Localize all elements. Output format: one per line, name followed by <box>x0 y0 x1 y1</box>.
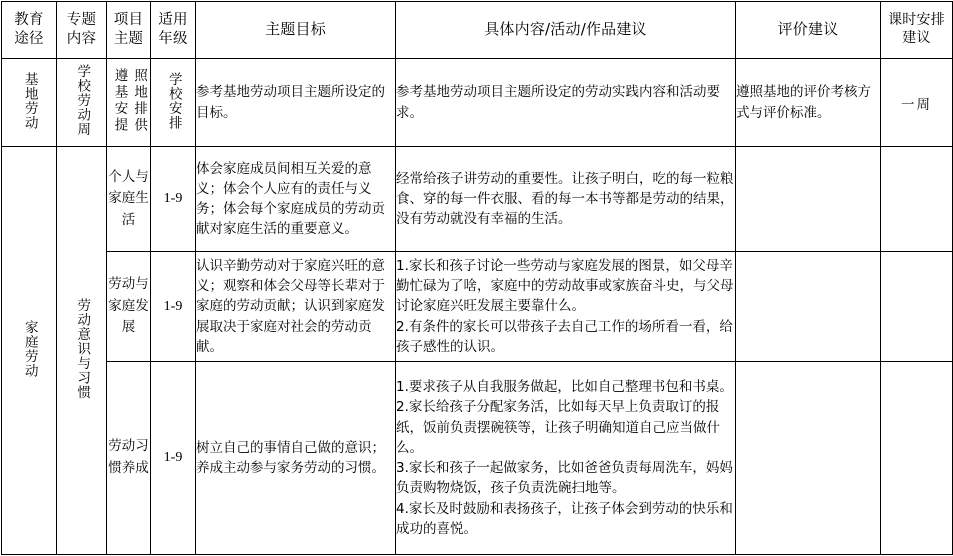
cell-project-theme: 个人与家庭生活 <box>107 147 151 252</box>
table-row <box>2 362 953 555</box>
content-line: 2.有条件的家长可以带孩子去自己工作的场所看一看，给孩子感性的认识。 <box>396 318 733 355</box>
content-line: 1.家长和孩子讨论一些劳动与家庭发展的图景，如父母辛勤忙碌为了啥，家庭中的劳动故事或家族奋斗史，与父母讨论家庭兴旺发展主要靠什么。 <box>396 257 734 315</box>
cell-topic-content <box>57 147 107 555</box>
header-line-1: 适用 <box>158 12 188 29</box>
cell-education-path <box>2 147 57 555</box>
column-header-topic-content <box>57 2 107 59</box>
cell-theme-objective: 树立自己的事情自己做的意识；养成主动参与家务劳动的习惯。 <box>196 362 396 555</box>
header-line-2: 主题 <box>113 31 144 47</box>
cell-education-path <box>2 59 57 147</box>
cell-content-suggestions: 参考基地劳动项目主题所设定的劳动实践内容和活动要求。 <box>396 59 736 147</box>
applicable-grade-vertical-label: 学校安排 <box>165 71 182 130</box>
table-header-row <box>2 2 953 59</box>
cell-content-suggestions <box>396 362 736 555</box>
table-row <box>2 252 953 362</box>
header-line-2: 途径 <box>14 31 44 47</box>
header-line-1: 专题 <box>66 12 97 29</box>
cell-content-suggestions: 经常给孩子讲劳动的重要性。让孩子明白，吃的每一粒粮食、穿的每一件衣服、看的每一本书等都是劳动的结果，没有劳动就没有幸福的生活。 <box>396 147 736 252</box>
content-line: 2.家长给孩子分配家务活，比如每天早上负责取订的报纸，饭前负责摆碗筷等，让孩子明确知道自己应当做什么。 <box>396 399 720 456</box>
cell-class-hours: 一周 <box>881 59 953 147</box>
project-theme-vertical-col-2: 照地排供 <box>131 67 148 134</box>
cell-applicable-grade: 1-9 <box>151 252 196 362</box>
education-path-vertical-label: 家庭劳动 <box>21 319 38 378</box>
cell-class-hours <box>881 252 953 362</box>
column-header-evaluation-suggestions: 评价建议 <box>736 2 881 59</box>
cell-project-theme: 劳动与家庭发展 <box>107 252 151 362</box>
cell-theme-objective: 体会家庭成员间相互关爱的意义；体会个人应有的责任与义务；体会每个家庭成员的劳动贡献对家庭生活的重要意义。 <box>196 147 396 252</box>
header-line-1: 教育 <box>14 12 44 29</box>
header-line-1: 项目 <box>113 12 144 29</box>
topic-content-vertical-label: 学校劳动周 <box>74 64 91 137</box>
header-line-2: 年级 <box>158 31 188 47</box>
cell-theme-objective: 参考基地劳动项目主题所设定的目标。 <box>196 59 396 147</box>
cell-class-hours <box>881 362 953 555</box>
cell-topic-content <box>57 59 107 147</box>
cell-evaluation-suggestions: 遵照基地的评价考核方式与评价标准。 <box>736 59 881 147</box>
content-line: 3.家长和孩子一起做家务，比如爸爸负责每周洗车，妈妈负责购物烧饭，孩子负责洗碗扫地等。 <box>396 460 733 497</box>
header-line-2: 建议 <box>902 30 931 46</box>
table-row <box>2 59 953 147</box>
cell-applicable-grade: 1-9 <box>151 362 196 555</box>
header-line-1: 课时安排 <box>888 12 945 29</box>
table-row <box>2 147 953 252</box>
project-theme-vertical-col-1: 遵基安提 <box>111 67 128 134</box>
content-line: 4.家长及时鼓励和表扬孩子，让孩子体会到劳动的快乐和成功的喜悦。 <box>396 500 733 537</box>
cell-applicable-grade <box>151 59 196 147</box>
column-header-theme-objective: 主题目标 <box>196 2 396 59</box>
column-header-class-hours-suggestions <box>881 2 953 59</box>
column-header-applicable-grade <box>151 2 196 59</box>
column-header-education-path <box>2 2 57 59</box>
cell-class-hours <box>881 147 953 252</box>
header-line-2: 内容 <box>66 31 97 47</box>
topic-content-vertical-label: 劳动意识与习惯 <box>74 297 91 400</box>
cell-evaluation-suggestions <box>736 362 881 555</box>
cell-evaluation-suggestions <box>736 147 881 252</box>
education-path-vertical-label: 基地劳动 <box>21 71 38 130</box>
curriculum-table <box>1 1 953 555</box>
cell-theme-objective: 认识辛勤劳动对于家庭兴旺的意义；观察和体会父母等长辈对于家庭的劳动贡献；认识到家庭发展取决于家庭对社会的劳动贡献。 <box>196 252 396 362</box>
column-header-project-theme <box>107 2 151 59</box>
cell-evaluation-suggestions <box>736 252 881 362</box>
cell-project-theme: 劳动习惯养成 <box>107 362 151 555</box>
content-line: 1.要求孩子从自我服务做起，比如自己整理书包和书桌。 <box>396 379 733 395</box>
cell-content-suggestions <box>396 252 736 362</box>
cell-applicable-grade: 1-9 <box>151 147 196 252</box>
cell-project-theme <box>107 59 151 147</box>
column-header-content-activity-work-suggestions: 具体内容/活动/作品建议 <box>396 2 736 59</box>
